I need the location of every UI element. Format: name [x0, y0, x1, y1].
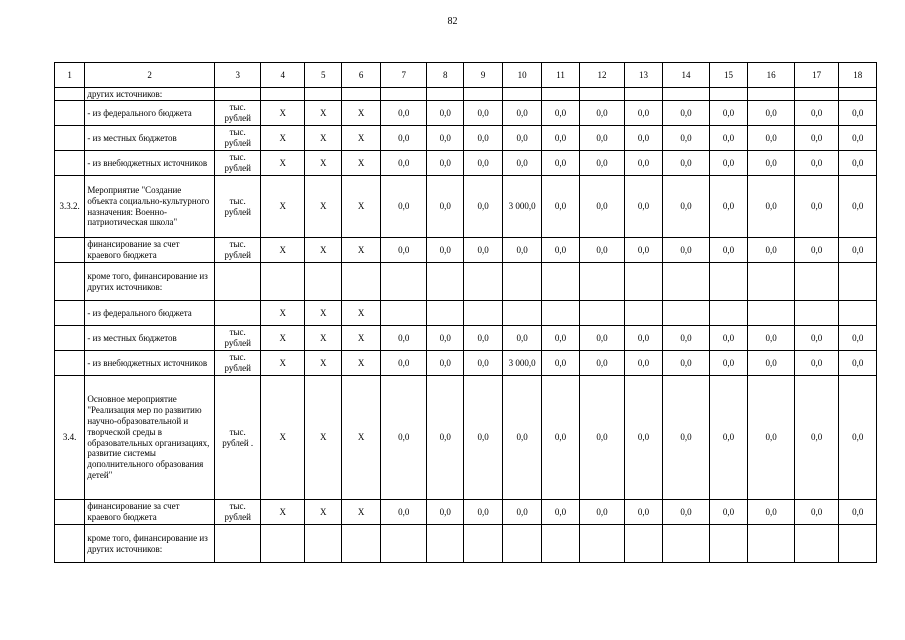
unit-cell	[214, 525, 261, 563]
value-cell	[580, 88, 625, 101]
value-cell: 0,0	[463, 101, 502, 126]
value-cell: 0,0	[503, 101, 541, 126]
value-cell: 0,0	[463, 238, 502, 263]
column-number-cell: 15	[709, 63, 747, 88]
column-number-cell: 13	[624, 63, 662, 88]
value-cell: Х	[342, 238, 380, 263]
value-cell	[794, 263, 839, 301]
value-cell: 0,0	[380, 326, 427, 351]
value-cell: 0,0	[427, 351, 463, 376]
value-cell	[261, 263, 305, 301]
value-cell: 0,0	[663, 326, 710, 351]
value-cell: 0,0	[709, 101, 747, 126]
value-cell: 0,0	[839, 351, 877, 376]
column-number-cell: 1	[55, 63, 85, 88]
value-cell: 0,0	[748, 500, 795, 525]
value-cell: 0,0	[541, 500, 579, 525]
value-cell: 0,0	[380, 500, 427, 525]
value-cell: 0,0	[794, 238, 839, 263]
value-cell: 0,0	[380, 176, 427, 238]
value-cell: Х	[342, 176, 380, 238]
budget-table	[54, 62, 877, 563]
item-description-cell: - из федерального бюджета	[85, 101, 215, 126]
value-cell	[503, 263, 541, 301]
item-number-cell	[55, 301, 85, 326]
value-cell: 0,0	[380, 376, 427, 500]
table-row	[55, 500, 877, 525]
column-number-cell: 18	[839, 63, 877, 88]
value-cell: 0,0	[624, 500, 662, 525]
table-row	[55, 263, 877, 301]
value-cell	[261, 525, 305, 563]
value-cell: 0,0	[503, 126, 541, 151]
value-cell: Х	[261, 126, 305, 151]
value-cell: Х	[261, 326, 305, 351]
item-description-cell: Основное мероприятие "Реализация мер по развитию научно-образовательной и творческой среды в образовательных организациях, развитие системы дополнительного образования детей"	[85, 376, 215, 500]
value-cell: 0,0	[463, 351, 502, 376]
column-number-cell: 10	[503, 63, 541, 88]
value-cell: Х	[305, 176, 342, 238]
value-cell: Х	[305, 238, 342, 263]
value-cell: 0,0	[503, 151, 541, 176]
value-cell: 0,0	[663, 376, 710, 500]
item-description-cell: - из внебюджетных источников	[85, 151, 215, 176]
value-cell: Х	[305, 500, 342, 525]
value-cell: Х	[305, 126, 342, 151]
table-row	[55, 88, 877, 101]
value-cell	[463, 263, 502, 301]
value-cell	[503, 88, 541, 101]
column-number-cell: 3	[214, 63, 261, 88]
value-cell: 0,0	[624, 176, 662, 238]
value-cell: 0,0	[709, 176, 747, 238]
value-cell	[463, 88, 502, 101]
value-cell	[427, 525, 463, 563]
value-cell: 0,0	[380, 238, 427, 263]
column-number-cell: 16	[748, 63, 795, 88]
value-cell: 0,0	[709, 151, 747, 176]
item-number-cell	[55, 500, 85, 525]
value-cell	[663, 525, 710, 563]
page-number: 82	[447, 16, 458, 27]
value-cell: 0,0	[709, 126, 747, 151]
value-cell: Х	[261, 376, 305, 500]
value-cell: Х	[342, 151, 380, 176]
value-cell	[541, 88, 579, 101]
value-cell: 0,0	[794, 326, 839, 351]
value-cell: 0,0	[794, 101, 839, 126]
value-cell: 0,0	[748, 176, 795, 238]
value-cell: 0,0	[748, 238, 795, 263]
value-cell: 0,0	[503, 500, 541, 525]
value-cell: 0,0	[794, 500, 839, 525]
value-cell: 0,0	[580, 126, 625, 151]
value-cell: Х	[261, 301, 305, 326]
value-cell: Х	[261, 176, 305, 238]
value-cell	[709, 301, 747, 326]
value-cell	[663, 301, 710, 326]
value-cell: Х	[305, 151, 342, 176]
item-description-cell: - из федерального бюджета	[85, 301, 215, 326]
value-cell: 0,0	[580, 176, 625, 238]
value-cell	[748, 88, 795, 101]
value-cell: 0,0	[463, 376, 502, 500]
value-cell: 0,0	[541, 126, 579, 151]
value-cell: 0,0	[541, 376, 579, 500]
value-cell: Х	[305, 351, 342, 376]
value-cell: Х	[342, 301, 380, 326]
unit-cell: тыс. рублей	[214, 176, 261, 238]
value-cell: 0,0	[427, 176, 463, 238]
value-cell: 0,0	[663, 351, 710, 376]
value-cell: Х	[342, 126, 380, 151]
value-cell: 0,0	[794, 151, 839, 176]
value-cell: Х	[305, 101, 342, 126]
item-number-cell	[55, 151, 85, 176]
value-cell: 0,0	[541, 101, 579, 126]
value-cell	[709, 88, 747, 101]
value-cell	[305, 88, 342, 101]
value-cell: 0,0	[463, 326, 502, 351]
table-row	[55, 176, 877, 238]
value-cell: 0,0	[580, 376, 625, 500]
value-cell	[709, 525, 747, 563]
value-cell	[794, 88, 839, 101]
value-cell: 0,0	[709, 238, 747, 263]
table-row	[55, 238, 877, 263]
item-number-cell	[55, 525, 85, 563]
value-cell: 0,0	[624, 238, 662, 263]
value-cell	[748, 525, 795, 563]
value-cell: 0,0	[427, 151, 463, 176]
column-number-cell: 8	[427, 63, 463, 88]
value-cell	[541, 525, 579, 563]
column-number-cell: 5	[305, 63, 342, 88]
column-number-cell: 12	[580, 63, 625, 88]
value-cell: 0,0	[839, 326, 877, 351]
value-cell: 0,0	[463, 151, 502, 176]
value-cell	[624, 263, 662, 301]
value-cell	[305, 263, 342, 301]
value-cell: 0,0	[463, 126, 502, 151]
value-cell: Х	[342, 351, 380, 376]
unit-cell: тыс. рублей	[214, 238, 261, 263]
value-cell: 0,0	[663, 151, 710, 176]
value-cell: 0,0	[663, 500, 710, 525]
value-cell: 0,0	[580, 151, 625, 176]
unit-cell	[214, 263, 261, 301]
value-cell: 0,0	[580, 351, 625, 376]
column-number-cell: 17	[794, 63, 839, 88]
value-cell: Х	[342, 376, 380, 500]
item-number-cell	[55, 101, 85, 126]
value-cell: 0,0	[427, 126, 463, 151]
unit-cell: тыс. рублей	[214, 101, 261, 126]
value-cell: 0,0	[748, 376, 795, 500]
value-cell: 0,0	[624, 326, 662, 351]
value-cell: 0,0	[541, 176, 579, 238]
value-cell: Х	[305, 376, 342, 500]
value-cell	[427, 263, 463, 301]
value-cell: 0,0	[380, 351, 427, 376]
item-description-cell: Мероприятие "Создание объекта социально-культурного назначения: Военно-патриотическая школа"	[85, 176, 215, 238]
item-number-cell	[55, 326, 85, 351]
value-cell: 0,0	[380, 151, 427, 176]
value-cell: 0,0	[839, 500, 877, 525]
value-cell: 0,0	[463, 500, 502, 525]
column-number-cell: 2	[85, 63, 215, 88]
item-number-cell: 3.4.	[55, 376, 85, 500]
item-description-cell: - из местных бюджетов	[85, 126, 215, 151]
value-cell: 0,0	[663, 238, 710, 263]
value-cell: Х	[305, 326, 342, 351]
value-cell: 0,0	[794, 126, 839, 151]
value-cell: 0,0	[709, 351, 747, 376]
value-cell: 0,0	[580, 326, 625, 351]
table-header-row	[55, 63, 877, 88]
item-description-cell: кроме того, финансирование из других источников:	[85, 525, 215, 563]
item-description-cell: - из внебюджетных источников	[85, 351, 215, 376]
value-cell: 0,0	[541, 351, 579, 376]
item-number-cell	[55, 88, 85, 101]
item-description-cell: финансирование за счет краевого бюджета	[85, 238, 215, 263]
value-cell: 0,0	[748, 351, 795, 376]
value-cell: 0,0	[580, 238, 625, 263]
value-cell	[709, 263, 747, 301]
value-cell	[503, 525, 541, 563]
value-cell: Х	[342, 101, 380, 126]
item-number-cell	[55, 238, 85, 263]
value-cell	[463, 301, 502, 326]
unit-cell: тыс. рублей	[214, 126, 261, 151]
value-cell	[663, 88, 710, 101]
value-cell	[305, 525, 342, 563]
value-cell: 0,0	[663, 176, 710, 238]
value-cell	[380, 301, 427, 326]
value-cell: 0,0	[663, 101, 710, 126]
value-cell: 0,0	[794, 176, 839, 238]
value-cell: Х	[261, 351, 305, 376]
value-cell	[794, 525, 839, 563]
value-cell: 0,0	[624, 351, 662, 376]
table-row	[55, 126, 877, 151]
value-cell: 0,0	[427, 326, 463, 351]
value-cell	[839, 88, 877, 101]
value-cell	[541, 301, 579, 326]
table-row	[55, 151, 877, 176]
unit-cell: тыс. рублей	[214, 326, 261, 351]
value-cell	[624, 88, 662, 101]
value-cell	[380, 88, 427, 101]
value-cell: 0,0	[427, 500, 463, 525]
table-row	[55, 101, 877, 126]
value-cell: 0,0	[839, 126, 877, 151]
value-cell: Х	[261, 500, 305, 525]
item-description-cell: - из местных бюджетов	[85, 326, 215, 351]
value-cell: Х	[261, 151, 305, 176]
value-cell: 0,0	[794, 376, 839, 500]
value-cell	[380, 525, 427, 563]
value-cell: 0,0	[380, 126, 427, 151]
value-cell	[748, 263, 795, 301]
value-cell	[261, 88, 305, 101]
value-cell: 0,0	[839, 376, 877, 500]
value-cell: Х	[342, 500, 380, 525]
value-cell: 0,0	[709, 326, 747, 351]
unit-cell	[214, 301, 261, 326]
value-cell: 0,0	[709, 500, 747, 525]
value-cell	[427, 301, 463, 326]
value-cell: 0,0	[624, 101, 662, 126]
value-cell: 0,0	[624, 376, 662, 500]
value-cell: 0,0	[503, 326, 541, 351]
value-cell	[748, 301, 795, 326]
unit-cell: тыс. рублей	[214, 500, 261, 525]
value-cell	[427, 88, 463, 101]
column-number-cell: 14	[663, 63, 710, 88]
item-description-cell: других источников:	[85, 88, 215, 101]
value-cell: 0,0	[839, 101, 877, 126]
value-cell	[463, 525, 502, 563]
value-cell	[663, 263, 710, 301]
value-cell	[342, 525, 380, 563]
table-row	[55, 525, 877, 563]
value-cell	[380, 263, 427, 301]
value-cell: Х	[261, 101, 305, 126]
value-cell: 0,0	[624, 151, 662, 176]
value-cell: Х	[261, 238, 305, 263]
item-description-cell: кроме того, финансирование из других источников:	[85, 263, 215, 301]
value-cell	[839, 301, 877, 326]
value-cell: 0,0	[748, 326, 795, 351]
value-cell	[580, 263, 625, 301]
value-cell	[580, 525, 625, 563]
value-cell: 3 000,0	[503, 176, 541, 238]
value-cell: 0,0	[748, 101, 795, 126]
value-cell: 0,0	[709, 376, 747, 500]
item-number-cell	[55, 126, 85, 151]
unit-cell: тыс. рублей	[214, 151, 261, 176]
item-number-cell	[55, 263, 85, 301]
unit-cell	[214, 88, 261, 101]
value-cell: 0,0	[503, 238, 541, 263]
value-cell: 0,0	[839, 176, 877, 238]
value-cell: 0,0	[541, 238, 579, 263]
item-number-cell	[55, 351, 85, 376]
value-cell	[503, 301, 541, 326]
table-row	[55, 326, 877, 351]
value-cell: Х	[305, 301, 342, 326]
unit-cell: тыс. рублей	[214, 351, 261, 376]
table-row	[55, 376, 877, 500]
value-cell: 0,0	[541, 151, 579, 176]
column-number-cell: 6	[342, 63, 380, 88]
column-number-cell: 11	[541, 63, 579, 88]
value-cell: 0,0	[794, 351, 839, 376]
value-cell: 0,0	[427, 238, 463, 263]
table-row	[55, 301, 877, 326]
value-cell	[624, 301, 662, 326]
item-number-cell: 3.3.2.	[55, 176, 85, 238]
value-cell	[839, 525, 877, 563]
value-cell	[342, 88, 380, 101]
value-cell	[342, 263, 380, 301]
value-cell: 0,0	[624, 126, 662, 151]
value-cell: 0,0	[427, 376, 463, 500]
column-number-cell: 4	[261, 63, 305, 88]
value-cell: 3 000,0	[503, 351, 541, 376]
value-cell: 0,0	[580, 101, 625, 126]
value-cell: 0,0	[839, 238, 877, 263]
item-description-cell: финансирование за счет краевого бюджета	[85, 500, 215, 525]
value-cell: 0,0	[463, 176, 502, 238]
value-cell: 0,0	[839, 151, 877, 176]
value-cell	[580, 301, 625, 326]
column-number-cell: 7	[380, 63, 427, 88]
value-cell: 0,0	[427, 101, 463, 126]
value-cell	[624, 525, 662, 563]
value-cell: 0,0	[748, 151, 795, 176]
value-cell: Х	[342, 326, 380, 351]
value-cell: 0,0	[580, 500, 625, 525]
value-cell	[541, 263, 579, 301]
value-cell: 0,0	[748, 126, 795, 151]
value-cell: 0,0	[380, 101, 427, 126]
value-cell: 0,0	[663, 126, 710, 151]
column-number-cell: 9	[463, 63, 502, 88]
unit-cell: тыс. рублей .	[214, 376, 261, 500]
value-cell	[794, 301, 839, 326]
value-cell: 0,0	[541, 326, 579, 351]
value-cell	[839, 263, 877, 301]
table-row	[55, 351, 877, 376]
value-cell: 0,0	[503, 376, 541, 500]
